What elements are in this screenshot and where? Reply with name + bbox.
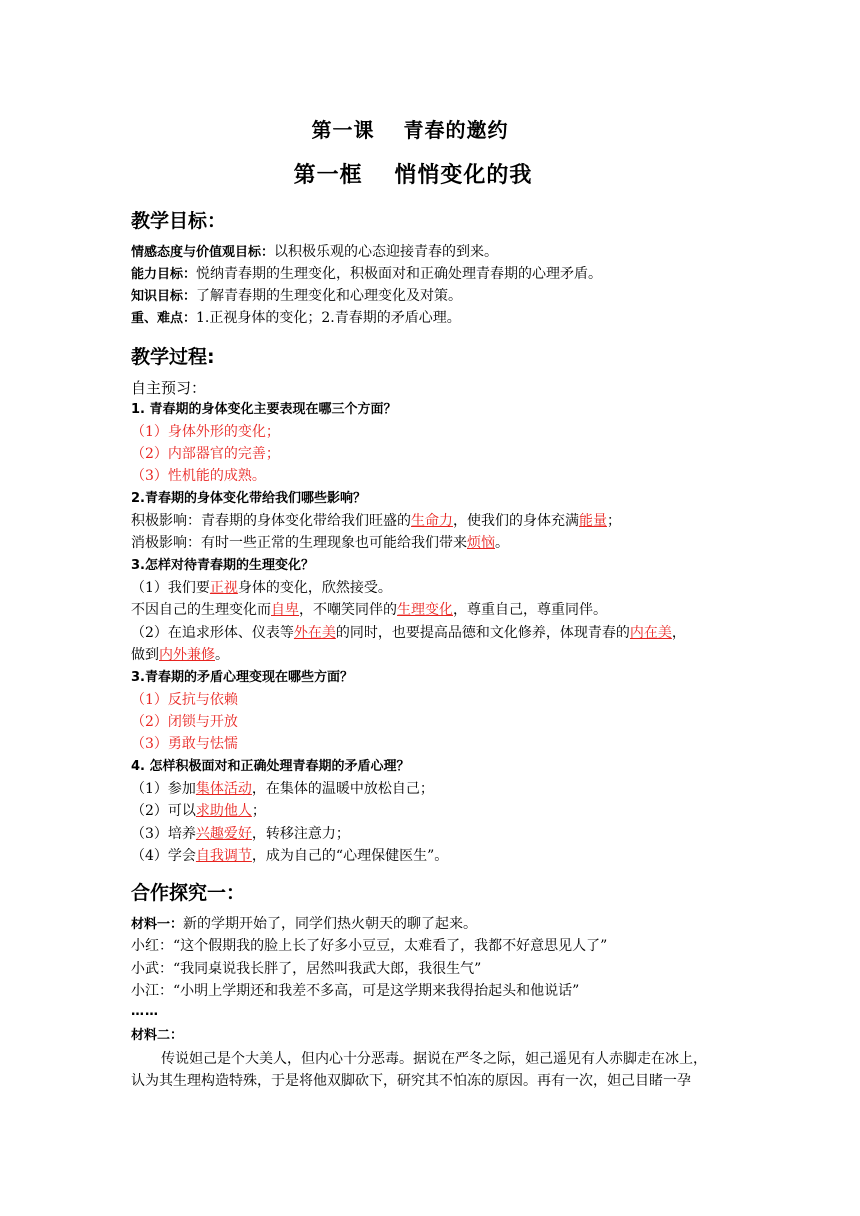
text: （3）培养: [131, 826, 196, 842]
text: 消极影响：有时一些正常的生理现象也可能给我们带来: [131, 535, 467, 551]
goal-knowledge-text: 了解青春期的生理变化和心理变化及对策。: [196, 288, 463, 304]
text: 积极影响：青春期的身体变化带给我们旺盛的: [131, 513, 411, 529]
answer-4-1: （1）反抗与依赖: [131, 692, 238, 708]
material-1-label: 材料一：: [131, 917, 184, 932]
question-3: 3.怎样对待青春期的生理变化？: [131, 558, 314, 573]
text: ，尊重自己，尊重同伴。: [453, 602, 607, 618]
material-1-line-3: 小武：“我同桌说我长胖了，居然叫我武大郎，我很生气”: [131, 961, 482, 977]
goal-ability-label: 能力目标：: [131, 267, 197, 282]
goal-ability-text: 悦纳青春期的生理变化，积极面对和正确处理青春期的心理矛盾。: [196, 266, 603, 282]
blank-answer: 内外兼修: [159, 647, 215, 663]
preview-heading: 自主预习：: [131, 379, 207, 397]
goal-knowledge: [131, 286, 462, 307]
answer-5-1: [131, 779, 434, 799]
answer-4-3: （3）勇敢与怯懦: [131, 736, 238, 752]
text: ，: [671, 625, 686, 641]
blank-answer: 求助他人: [195, 803, 252, 819]
answer-3-2: [131, 623, 686, 643]
goal-key-label: 重、难点：: [131, 311, 197, 326]
question-5: 4. 怎样积极面对和正确处理青春期的矛盾心理？: [131, 759, 410, 774]
material-2-line-1: 传说妲己是个大美人，但内心十分恶毒。据说在严冬之际，妲己遥见有人赤脚走在冰上，: [161, 1051, 707, 1067]
question-1: 1. 青春期的身体变化主要表现在哪三个方面？: [131, 402, 397, 417]
goal-emotion-label: 情感态度与价值观目标：: [131, 245, 275, 260]
explore-heading: 合作探究一：: [131, 882, 246, 904]
goal-emotion-text: 以积极乐观的心态迎接青春的到来。: [274, 244, 499, 260]
text: （2）在追求形体、仪表等: [131, 625, 294, 641]
lesson-title: 第一课 青春的邀约: [311, 118, 509, 142]
text: ，使我们的身体充满: [453, 513, 579, 529]
text: ，不嘲笑同伴的: [299, 602, 397, 618]
text: 不因自己的生理变化而: [131, 602, 271, 618]
answer-1-1: （1）身体外形的变化；: [131, 424, 280, 440]
question-4: 3.青春期的矛盾心理变现在哪些方面？: [131, 670, 353, 685]
ellipsis: ……: [131, 1004, 159, 1019]
goal-ability: [131, 264, 602, 285]
blank-answer: 正视: [209, 580, 238, 596]
answer-2-negative: [131, 533, 509, 553]
answer-5-3: [131, 824, 350, 844]
answer-4-2: （2）闭锁与开放: [131, 714, 238, 730]
blank-answer: 生理变化: [397, 602, 453, 618]
material-1: [131, 914, 477, 935]
blank-answer: 自我调节: [195, 848, 252, 864]
blank-answer: 生命力: [411, 513, 453, 529]
text: （2）可以: [131, 803, 196, 819]
text: ；: [607, 513, 621, 529]
goal-key-text: 1.正视身体的变化；2.青春期的矛盾心理。: [196, 310, 461, 326]
answer-3-2b: [131, 645, 229, 665]
material-1-line-2: 小红：“这个假期我的脸上长了好多小豆豆，太难看了，我都不好意思见人了”: [131, 938, 608, 954]
text: ，成为自己的“心理保健医生”。: [251, 848, 449, 864]
goal-knowledge-label: 知识目标：: [131, 289, 197, 304]
material-1-line-4: 小江：“小明上学期还和我差不多高，可是这学期来我得抬起头和他说话”: [131, 983, 580, 999]
answer-1-3: （3）性机能的成熟。: [131, 468, 266, 484]
section-title: 第一框 悄悄变化的我: [293, 163, 533, 188]
text: 。: [215, 647, 229, 663]
goal-emotion: [131, 242, 498, 263]
goal-key: [131, 308, 461, 329]
text: 。: [495, 535, 509, 551]
question-2: 2.青春期的身体变化带给我们哪些影响？: [131, 491, 366, 506]
blank-answer: 外在美: [293, 625, 336, 641]
blank-answer: 集体活动: [195, 781, 252, 797]
answer-5-4: [131, 846, 448, 866]
blank-answer: 自卑: [271, 602, 299, 618]
text: ，转移注意力；: [251, 826, 350, 842]
answer-1-2: （2）内部器官的完善；: [131, 446, 280, 462]
text: ，在集体的温暖中放松自己；: [251, 781, 434, 797]
answer-2-positive: [131, 511, 621, 531]
text: 做到: [131, 647, 159, 663]
goals-heading: 教学目标：: [131, 210, 227, 232]
text: 的同时，也要提高品德和文化修养，体现青春的: [335, 625, 630, 641]
blank-answer: 烦恼: [467, 535, 495, 551]
text: （4）学会: [131, 848, 196, 864]
text: 身体的变化，欣然接受。: [237, 580, 392, 596]
answer-3-1: [131, 578, 392, 598]
answer-5-2: [131, 801, 266, 821]
material-2-line-2: 认为其生理构造特殊，于是将他双脚砍下，研究其不怕冻的原因。再有一次，妲己目睹一孕: [131, 1073, 691, 1089]
text: （1）参加: [131, 781, 196, 797]
blank-answer: 内在美: [629, 625, 672, 641]
blank-answer: 能量: [579, 513, 607, 529]
text: （1）我们要: [131, 580, 210, 596]
material-2-label: 材料二：: [131, 1028, 184, 1043]
blank-answer: 兴趣爱好: [195, 826, 252, 842]
text: ；: [251, 803, 266, 819]
process-heading: 教学过程:: [131, 346, 215, 368]
material-1-text: 新的学期开始了，同学们热火朝天的聊了起来。: [183, 916, 478, 932]
answer-3-1b: [131, 600, 607, 620]
